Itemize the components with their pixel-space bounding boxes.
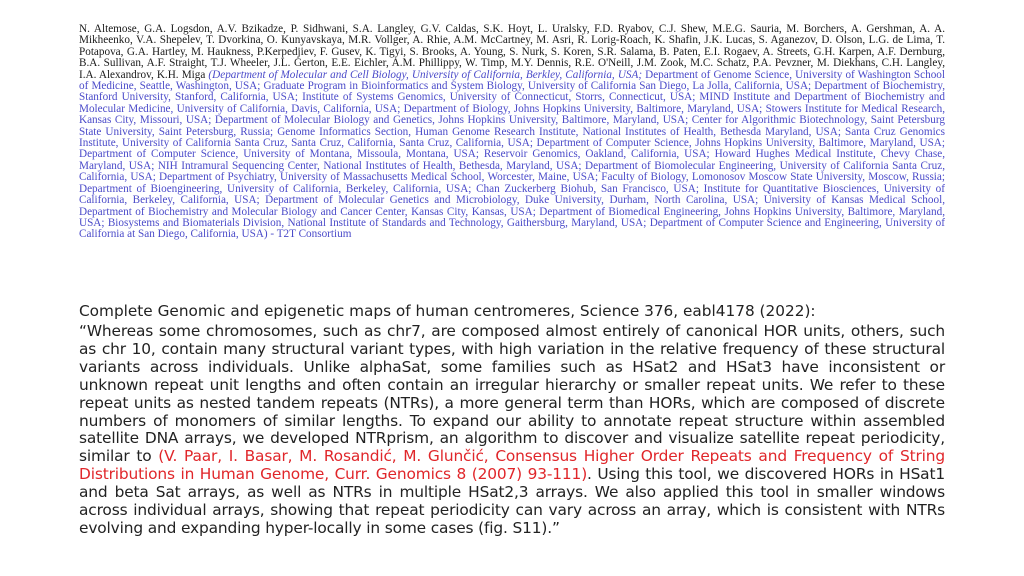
author-affiliation-block (79, 24, 945, 241)
quote-reference: (V. Paar, I. Basar, M. Rosandić, M. Glunčić, Consensus Higher Order Repeats and Frequency of String Distributions in Human Genome, Curr. Genomics 8 (2007) 93-111) (79, 447, 945, 484)
affiliation-rest: Department of Genome Science, University of Washington School of Medicine, Seattle, Washington, USA; Graduate Program in Bioinformatics and System Biology, University of California San Diego, La Jolla, California, USA; Department of Biochemistry, Stanford University, Stanford, California, USA; Institute of Systems Genomics, University of Connecticut, Storrs, Connecticut, USA; MIND Institute and Department of Biochemistry and Molecular Medicine, University of California, Davis, California, USA; Department of Biology, Johns Hopkins University, Baltimore, Maryland, USA; Stowers Institute for Medical Research, Kansas City, Missouri, USA; Department of Molecular Biology and Genetics, Johns Hopkins University, Baltimore, Maryland, USA; Center for Algorithmic Biotechnology, Saint Petersburg State University, Saint Petersburg, Russia; Genome Informatics Section, Human Genome Research Institute, National Institutes of Health, Bethesda Maryland, USA; Santa Cruz Genomics Institute, University of California Santa Cruz, Santa Cruz, California, Santa Cruz, California, USA; Department of Computer Science, Johns Hopkins University, Baltimore, Maryland, USA; Department of Computer Science, University of Montana, Missoula, Montana, USA; Reservoir Genomics, Oakland, California, USA; Howard Hughes Medical Institute, Chevy Chase, Maryland, USA; NIH Intramural Sequencing Center, National Institutes of Health, Bethesda, Maryland, USA; Department of Biomolecular Engineering, University of California Santa Cruz, California, USA; Department of Psychiatry, University of Massachusetts Medical School, Worcester, Maine, USA; Faculty of Biology, Lomonosov Moscow State University, Moscow, Russia; Department of Bioengineering, University of California, Berkeley, California, USA; Chan Zuckerberg Biohub, San Francisco, USA; Institute for Quantitative Biosciences, University of California, Berkeley, California, USA; Department of Molecular Genetics and Microbiology, Duke University, Durham, North Carolina, USA; University of Kansas Medical School, Department of Biochemistry and Molecular Biology and Cancer Center, Kansas City, Kansas, USA; Department of Biomedical Engineering, Johns Hopkins University, Baltimore, Maryland, USA; Biosystems and Biomaterials Division, National Institute of Standards and Technology, Gaithersburg, Maryland, USA; Department of Computer Science and Engineering, University of California at San Diego, California, USA) - T2T Consortium (79, 68, 946, 241)
quote-text-part2: . Using this tool, we discovered HORs in HSat1 and beta Sat arrays, as well as NTRs in multiple HSat2,3 arrays. We also applied this tool in smaller windows across individual arrays, showing that repeat periodicity can vary across an array, which is consistent with NTRs evolving and expanding hyper-locally in some cases (fig. S11).” (79, 465, 945, 537)
quote-text-part1: “Whereas some chromosomes, such as chr7, are composed almost entirely of canonical HOR units, others, such as chr 10, contain many structural variant types, with high variation in the relative frequency of these structural variants across individuals. Unlike alphaSat, some families such as HSat2 and HSat3 have inconsistent or unknown repeat unit lengths and often contain an irregular hierarchy or smaller repeat units. We refer to these repeat units as nested tandem repeats (NTRs), a more general term than HORs, which are composed of discrete numbers of monomers of similar lengths. To expand our ability to annotate repeat structure within assembled satellite DNA arrays, we developed NTRprism, an algorithm to discover and visualize satellite repeat periodicity, similar to (79, 322, 945, 466)
author-list: N. Altemose, G.A. Logsdon, A.V. Bzikadze, P. Sidhwani, S.A. Langley, G.V. Caldas, S.K. Hoyt, L. Uralsky, F.D. Ryabov, C.J. Shew, M.E.G. Sauria, M. Borchers, A. Gershman, A. A. Mikheenko, V.A. Shepelev, T. Dvorkina, O. Kunyavskaya, M.R. Vollger, A. Rhie, A.M. McCartney, M. Asri, R. Lorig-Roach, K. Shafin, J.K. Lucas, S. Aganezov, D. Olson, L.G. de Lima, T. Potapova, G.A. Hartley, M. Haukness, P.Kerpedjiev, F. Gusev, K. Tigyi, S. Brooks, A. Young, S. Nurk, S. Koren, S.R. Salama, B. Paten, E.I. Rogaev, A. Streets, G.H. Karpen, A.F. Dernburg, B.A. Sullivan, A.F. Straight, T.J. Wheeler, J.L. Gerton, E.E. Eichler, A.M. Phillippy, W. Timp, M.Y. Dennis, R.E. O'Neill, J.M. Zook, M.C. Schatz, P.A. Pevzner, M. Diekhans, C.H. Langley, I.A. Alexandrov, K.H. Miga (79, 23, 945, 81)
paper-citation: Complete Genomic and epigenetic maps of human centromeres, Science 376, eabl4178 (2022): (79, 302, 816, 320)
affiliation-list (79, 69, 945, 241)
affiliation-lead: (Department of Molecular and Cell Biology, University of California, Berkley, California, USA; (208, 68, 643, 81)
quote-block (79, 323, 945, 538)
